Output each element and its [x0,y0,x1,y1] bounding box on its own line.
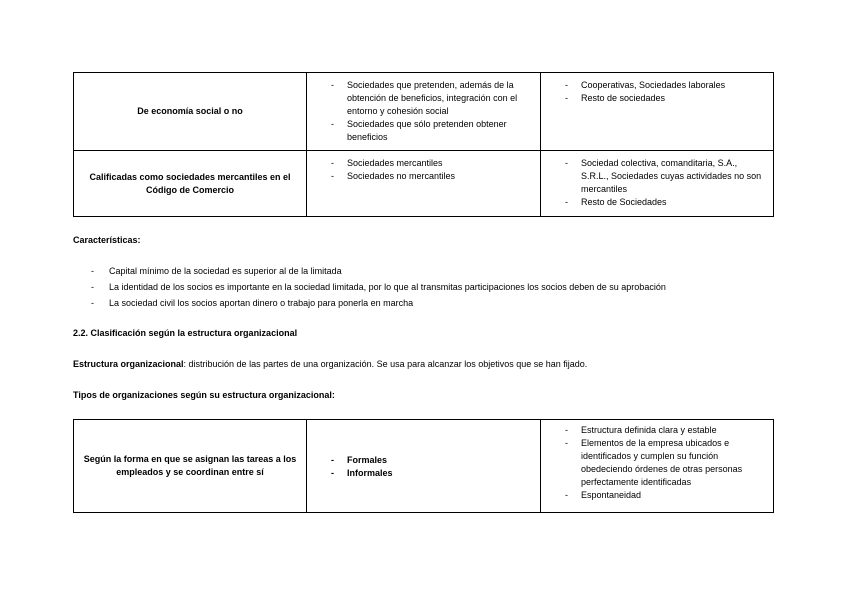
definition-paragraph [73,358,773,371]
row-label: Calificadas como sociedades mercantiles en el Código de Comercio [74,151,307,217]
list-item: - Informales [313,467,534,480]
list-item: - Sociedades mercantiles [313,157,534,170]
list-item: - Sociedad colectiva, comanditaria, S.A., S.R.L., Sociedades cuyas actividades no son mercantiles [547,157,767,196]
definition-term: Estructura organizacional [73,359,184,369]
list-item: - Sociedades no mercantiles [313,170,534,183]
caracteristicas-list [73,265,793,313]
table-cell [541,151,774,217]
list-item: - Formales [313,454,534,467]
definition-text: : distribución de las partes de una organización. Se usa para alcanzar los objetivos que se han fijado. [183,359,588,369]
tipos-heading: Tipos de organizaciones según su estructura organizacional: [73,390,335,400]
list-item: - Sociedades que pretenden, además de la obtención de beneficios, integración con el entorno y cohesión social [313,79,534,118]
table-row [74,73,774,151]
list-item: - Capital mínimo de la sociedad es superior al de la limitada [73,265,793,278]
classification-table-1 [73,72,774,217]
table-row [74,151,774,217]
list-item: - La identidad de los socios es importante en la sociedad limitada, por lo que al transmitas participaciones los socios deben de su aprobación [73,281,793,294]
row-label: Según la forma en que se asignan las tareas a los empleados y se coordinan entre sí [74,420,307,513]
table-cell [307,151,541,217]
table-cell [541,420,774,513]
table-cell [307,73,541,151]
table-row [74,420,774,513]
list-item: - Espontaneidad [547,489,767,502]
list-item: - Cooperativas, Sociedades laborales [547,79,767,92]
list-item: - La sociedad civil los socios aportan dinero o trabajo para ponerla en marcha [73,297,793,310]
table-cell [307,420,541,513]
list-item: - Elementos de la empresa ubicados e identificados y cumplen su función obedeciendo órdenes de otras personas perfectamente identificadas [547,437,767,489]
list-item: - Resto de sociedades [547,92,767,105]
list-item: - Resto de Sociedades [547,196,767,209]
section-heading: 2.2. Clasificación según la estructura organizacional [73,328,298,338]
caracteristicas-heading: Características: [73,235,141,245]
row-label: De economía social o no [74,73,307,151]
list-item: - Sociedades que sólo pretenden obtener beneficios [313,118,534,144]
table-cell [541,73,774,151]
classification-table-2 [73,419,774,513]
list-item: - Estructura definida clara y estable [547,424,767,437]
